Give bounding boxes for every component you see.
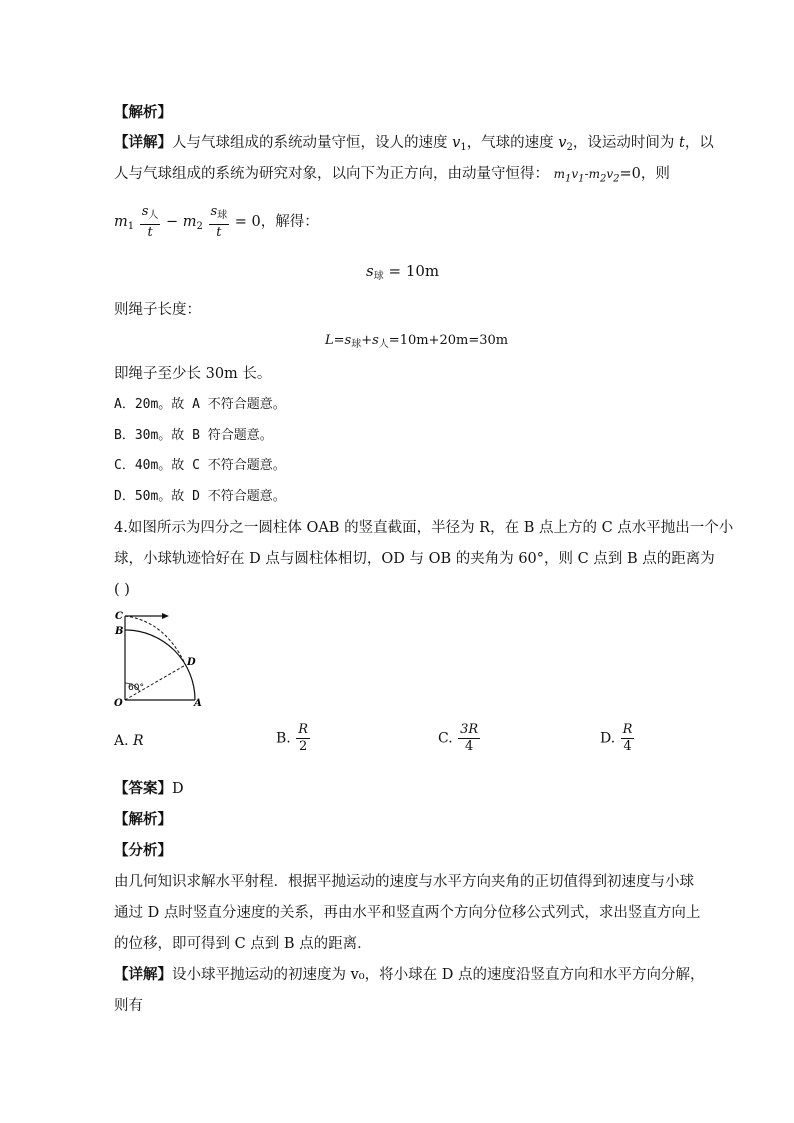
label-O: O	[114, 698, 123, 708]
analysis-tag-1: 【解析】	[114, 104, 172, 121]
res-qiu: 球	[373, 271, 384, 282]
res-value: = 10m	[388, 262, 440, 280]
q4-line-2: 球，小球轨迹恰好在 D 点与圆柱体相切，OD 与 OB 的夹角为 60°，则 C 点到 B 点的距离为	[114, 551, 715, 567]
detail-tag-2: 【详解】	[114, 966, 172, 983]
sym-m1: m	[114, 214, 128, 230]
option-a-label: A.	[114, 733, 129, 749]
detail-text-1c: ，设运动时间为	[572, 135, 679, 151]
solve-text: ，解得：	[260, 214, 319, 230]
sym-v2: v	[558, 135, 567, 151]
frac-s-ren	[140, 204, 161, 241]
opt-c-num: 3R	[460, 722, 479, 737]
option-a-result: A．20m。故 A 不符合题意。	[114, 397, 286, 412]
minus-sign: −	[166, 214, 179, 230]
analysis-tag-2: 【解析】	[114, 811, 172, 828]
opt-b-den: 2	[298, 739, 308, 754]
option-d-frac	[621, 722, 635, 755]
sym-t: t	[678, 135, 685, 151]
option-b-frac	[296, 722, 310, 755]
rope-label: 则绳子长度：	[114, 302, 201, 318]
rope-qiu: 球	[351, 339, 362, 350]
eq-zero: = 0	[234, 214, 261, 230]
rope-L: L	[325, 333, 334, 348]
option-d-label: D.	[600, 730, 616, 747]
at-least-text: 即绳子至少长 30m 长。	[114, 366, 272, 382]
quarter-cylinder-figure	[110, 603, 210, 708]
rope-s1: s	[344, 333, 352, 348]
frac-s-num: s	[141, 203, 149, 219]
rope-ren: 人	[378, 339, 389, 350]
option-b-result: B．30m。故 B 符合题意。	[114, 428, 273, 443]
q4-line-1: 4.如图所示为四分之一圆柱体 OAB 的竖直截面，半径为 R，在 B 点上方的 C 点水平抛出一个小	[114, 520, 734, 536]
arrow-head-icon	[162, 613, 169, 619]
detail-line-q4-2: 则有	[114, 998, 143, 1014]
detail-text-2: 人与气球组成的系统为研究对象，以向下为正方向，由动量守恒得：	[114, 166, 549, 182]
option-c-label: C.	[438, 730, 453, 747]
frac-t-den: t	[147, 224, 153, 240]
detail-tag-1: 【详解】	[114, 134, 172, 151]
rope-eq-value: =10m+20m=30m	[388, 333, 509, 348]
rope-plus: +	[361, 333, 373, 348]
opt-c-den: 4	[465, 739, 474, 754]
sym-sub2: 2	[566, 142, 573, 153]
option-a	[114, 733, 144, 749]
fenxi-tag: 【分析】	[114, 842, 172, 859]
detail-line-2	[114, 164, 670, 189]
detail-q4-text: 设小球平抛运动的初速度为 v₀，将小球在 D 点的速度沿竖直方向和水平方向分解，	[172, 967, 705, 983]
rope-equation: $L=s_球+s_人=10m+20m=30m$	[325, 333, 509, 350]
answer-value: D	[172, 781, 184, 797]
opt-d-num: R	[622, 722, 633, 737]
detail-line-q4	[114, 965, 704, 985]
angle-label: 60°	[128, 683, 144, 693]
label-B: B	[115, 626, 124, 637]
label-D: D	[187, 657, 196, 668]
option-c-result: C．40m。故 C 不符合题意。	[114, 458, 286, 473]
option-b-label: B.	[276, 730, 291, 747]
detail-text-1b: ，气球的速度	[466, 135, 554, 151]
fenxi-line-2: 通过 D 点时竖直分速度的关系，再由水平和竖直两个方向分位移公式列式，求出竖直方向上	[114, 905, 701, 921]
detail-text-1d: ，以	[684, 135, 714, 151]
q4-paren: ( )	[114, 582, 130, 598]
frac-qiu: 球	[217, 209, 228, 221]
fenxi-line-3: 的位移，即可得到 C 点到 B 点的距离．	[114, 936, 372, 952]
fraction-equation	[114, 203, 319, 246]
opt-b-num: R	[298, 722, 308, 737]
rope-s2: s	[372, 333, 379, 348]
frac-s-num2: s	[210, 203, 218, 219]
opt-d-den: 4	[623, 739, 632, 754]
option-c-frac	[458, 722, 480, 755]
sym-m2: m	[182, 214, 197, 230]
option-a-value: R	[133, 733, 144, 749]
sym-sub1: 1	[460, 142, 467, 153]
detail-text-1a: 人与气球组成的系统动量守恒，设人的速度	[172, 135, 448, 151]
sym-v1: v	[452, 135, 461, 151]
frac-s-qiu	[209, 204, 230, 241]
sym-m2-sub: 2	[196, 221, 203, 232]
label-C: C	[115, 611, 123, 622]
frac-t-den2: t	[216, 224, 222, 240]
fenxi-line-1: 由几何知识求解水平射程．根据平抛运动的速度与水平方向夹角的正切值得到初速度与小球	[114, 874, 694, 890]
option-b	[276, 722, 311, 755]
frac-ren: 人	[148, 209, 159, 221]
ball-distance-result	[366, 262, 439, 282]
momentum-eq: $m_1v_1-m_2v_2$	[553, 167, 620, 185]
option-d	[600, 722, 635, 755]
dashed-trajectory	[125, 616, 186, 665]
option-d-result: D．50m。故 D 不符合题意。	[114, 489, 286, 504]
answer-tag: 【答案】	[114, 780, 172, 797]
label-A: A	[194, 698, 202, 708]
option-c	[438, 722, 481, 755]
res-s: s	[366, 262, 374, 280]
detail-line-1	[114, 133, 714, 158]
answer-line	[114, 779, 184, 799]
sym-m1-sub: 1	[127, 221, 135, 232]
detail-text-2b: =0，则	[619, 166, 670, 182]
